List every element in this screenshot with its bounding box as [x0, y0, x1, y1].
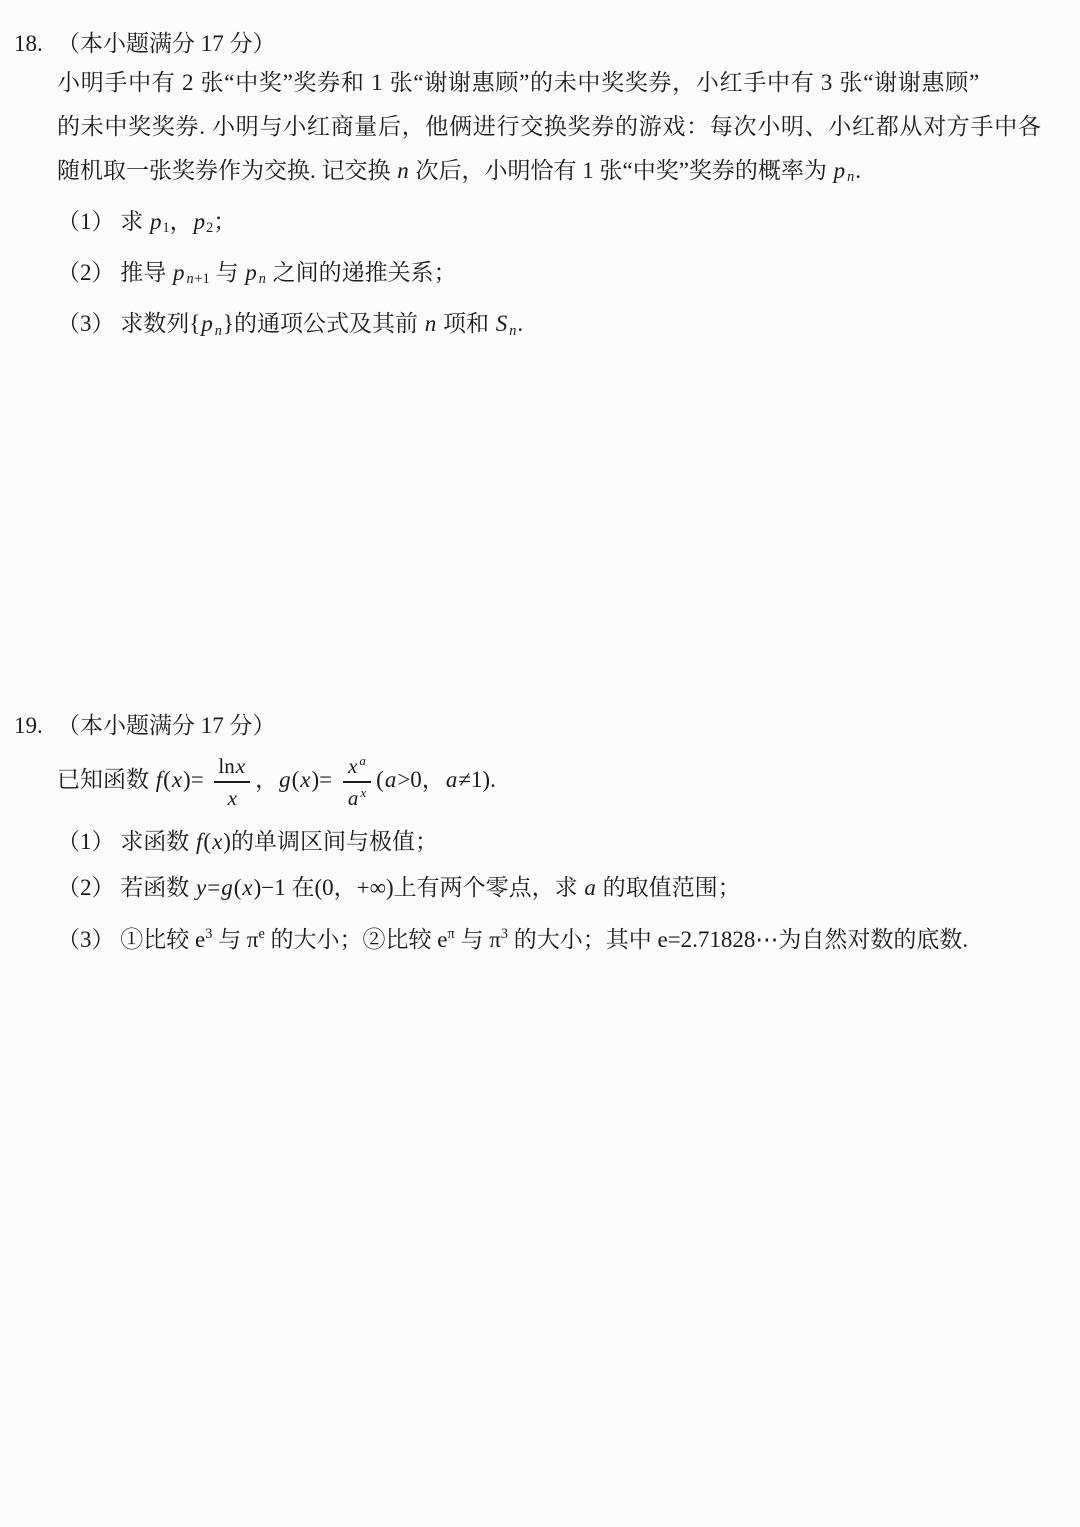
problem-18-number: 18.: [14, 31, 43, 56]
problem-19-number: 19.: [14, 713, 43, 738]
problem-19-subquestion-1: （1） 求函数 f(x)的单调区间与极值；: [57, 829, 438, 855]
problem-19-subquestion-3: （3） ①比较 $e^3$ 与 $\pi^e$ 的大小；②比较 $e^\pi$ 与 $\pi^3$ 的大小；其中 e=2.71828⋯为自然对数的底数.: [57, 926, 969, 953]
problem-18-header: [0, 28, 1080, 60]
problem-19-subquestion-2: （2） 若函数 y=g(x)−1 在(0，+∞)上有两个零点，求 a 的取值范围；: [57, 875, 741, 901]
problem-18-body-line-3: 随机取一张奖券作为交换. 记交换 n 次后，小明恰有 1 张“中奖”奖券的概率为 p n.: [57, 158, 862, 186]
problem-18-body-line-1: 小明手中有 2 张“中奖”奖券和 1 张“谢谢惠顾”的未中奖奖券，小红手中有 3 张“谢谢惠顾”: [57, 70, 980, 95]
problem-18: [0, 28, 1080, 346]
problem-19-header: [0, 710, 1080, 742]
problem-18-subquestion-1: （1） 求 p1，p2；: [57, 209, 237, 237]
problem-19: [0, 710, 1080, 955]
problem-18-subquestion-3: （3） 求数列{p n}的通项公式及其前 n 项和 S n.: [57, 311, 524, 339]
problem-18-subquestion-2: （2） 推导 p n+1 与 p n 之间的递推关系；: [57, 260, 457, 288]
problem-19-score-note: （本小题满分 17 分）: [57, 713, 276, 738]
problem-18-score-note: （本小题满分 17 分）: [57, 31, 276, 56]
problem-19-function-definition: 已知函数 f(x)= $\frac{\ln x}{x}$ ，g(x)= $\frac{x ^a}{a ^x}$ (a>0，a≠1).: [57, 753, 496, 811]
problem-18-body-line-2: 的未中奖奖券. 小明与小红商量后，他俩进行交换奖券的游戏：每次小明、小红都从对方手中各: [57, 114, 1042, 139]
